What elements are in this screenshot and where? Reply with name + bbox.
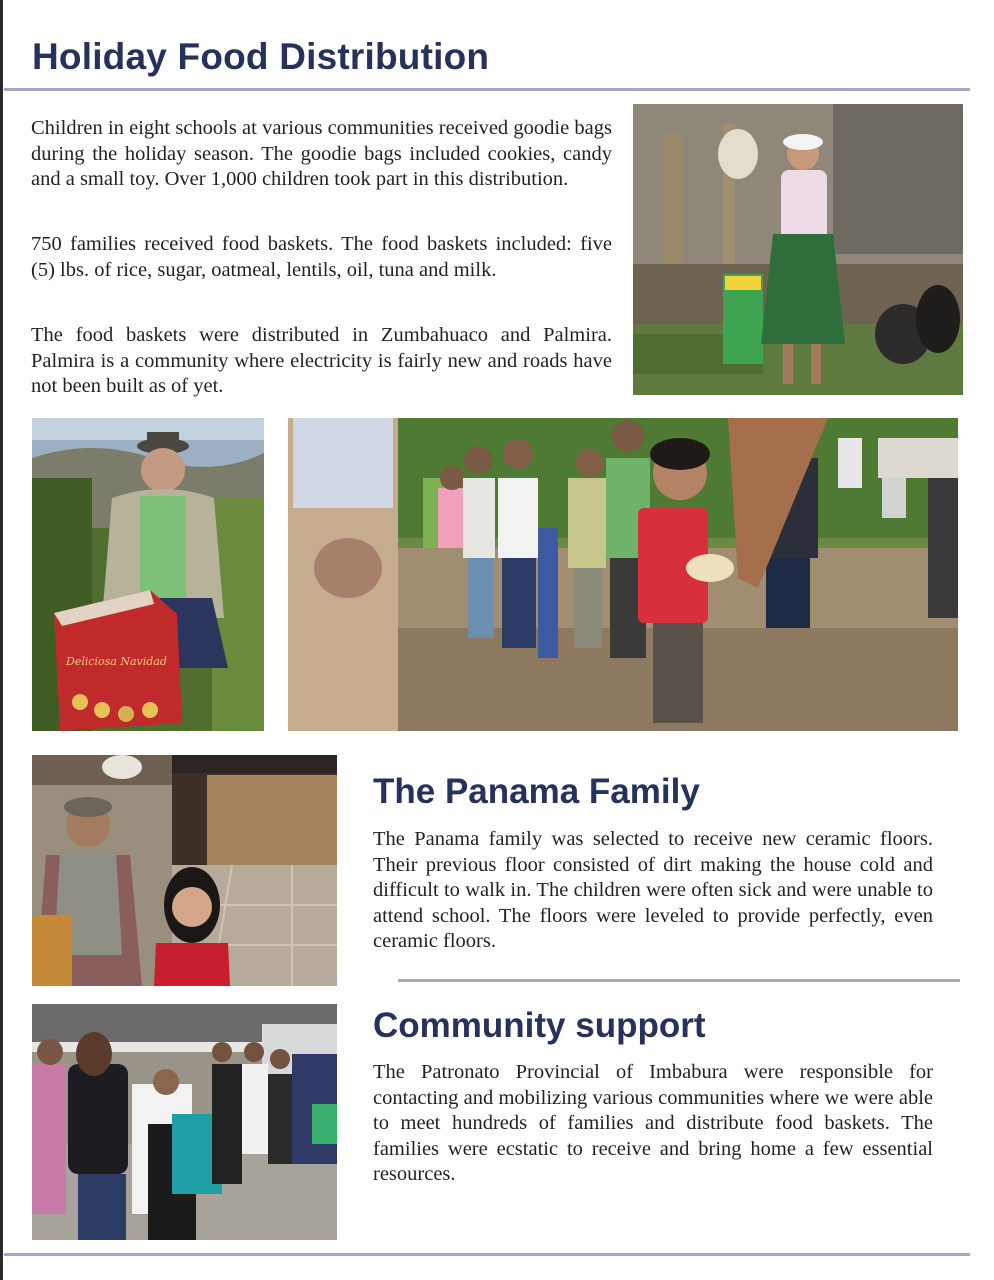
paragraph-distribution-locations: The food baskets were distributed in Zumbahuaco and Palmira. Palmira is a community where electricity is fairly new and roads have not been built as of yet.	[31, 324, 612, 397]
panama-family-paragraph: The Panama family was selected to receive new ceramic floors. Their previous floor consisted of dirt making the house cold and difficult to walk in. The children were often sick and were unable to attend school. The floors were leveled to provide perfectly, even ceramic floors.	[373, 828, 933, 952]
title-divider	[4, 88, 970, 91]
holiday-food-distribution-title: Holiday Food Distribution	[32, 36, 490, 77]
photo-woman-with-food-basket	[633, 104, 963, 395]
section-divider	[398, 979, 960, 982]
panama-family-title: The Panama Family	[373, 772, 700, 811]
photo-elderly-woman-with-gift-box	[32, 418, 264, 731]
photo-panama-family-floor	[32, 755, 337, 986]
community-support-paragraph: The Patronato Provincial of Imbabura were responsible for contacting and mobilizing various communities where we were able to meet hundreds of families and distribute food baskets. The families were ecstatic to receive and bring home a few essential resources.	[373, 1061, 933, 1185]
gift-box-label: Deliciosa Navidad	[66, 655, 167, 668]
bottom-divider	[4, 1253, 970, 1256]
paragraph-goodie-bags: Children in eight schools at various communities received goodie bags during the holiday season. The goodie bags included cookies, candy and a small toy. Over 1,000 children took part in this distribution.	[31, 117, 612, 190]
paragraph-food-baskets: 750 families received food baskets. The food baskets included: five (5) lbs. of rice, sugar, oatmeal, lentils, oil, tuna and milk.	[31, 233, 612, 281]
page-left-border	[0, 0, 3, 1280]
photo-community-gathering	[32, 1004, 337, 1240]
photo-children-in-line	[288, 418, 958, 731]
community-support-title: Community support	[373, 1006, 706, 1045]
